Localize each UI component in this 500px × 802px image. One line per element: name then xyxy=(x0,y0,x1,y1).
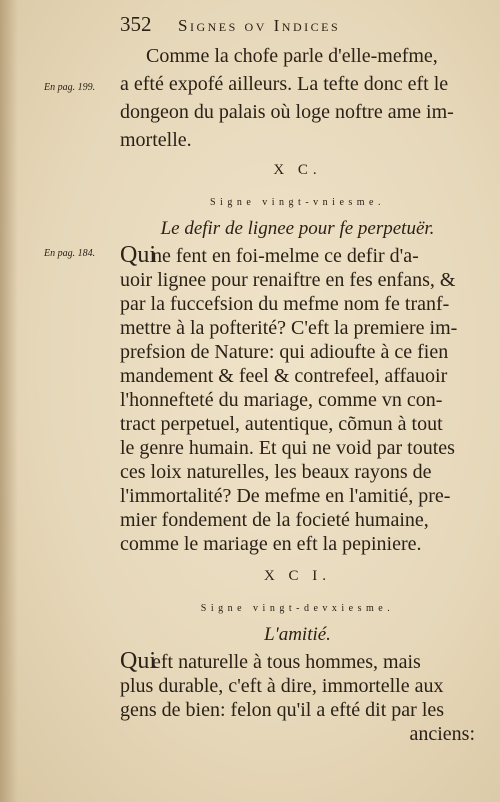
text-line: gens de bien: felon qu'il a efté dit par les xyxy=(120,699,445,721)
section-heading: Signe vingt-vniesme. xyxy=(210,197,385,208)
text-line: plus durable, c'eft à dire, immortelle aux xyxy=(120,675,444,697)
text-line: mandement & feel & contrefeel, affauoir xyxy=(120,365,448,387)
section-subtitle: L'amitié. xyxy=(264,624,331,645)
section-numeral: X C. xyxy=(273,162,322,178)
page-gutter-shadow xyxy=(0,0,18,802)
text-line: mortelle. xyxy=(120,129,192,151)
text-line: eft naturelle à tous hommes, mais xyxy=(152,651,421,673)
text-line: ces loix naturelles, les beaux rayons de xyxy=(120,461,432,483)
text-line: prefsion de Nature: qui adioufte à ce fien xyxy=(120,341,449,363)
running-head: Signes ov Indices xyxy=(178,16,341,35)
text-line: l'immortalité? De mefme en l'amitié, pre- xyxy=(120,485,451,507)
page-header xyxy=(120,12,480,36)
text-line: tract perpetuel, autentique, cõmun à tout xyxy=(120,413,443,435)
section-numeral: X C I. xyxy=(263,568,332,584)
text-line: ne fent en foi-melme ce defir d'a- xyxy=(152,245,419,267)
text-line: Comme la chofe parle d'elle-mefme, xyxy=(146,45,438,67)
text-line: mettre à la pofterité? C'eft la premiere im- xyxy=(120,317,458,339)
page-number: 352 xyxy=(120,12,152,36)
margin-note: En pag. 199. xyxy=(44,82,96,93)
section-heading: Signe vingt-devxiesme. xyxy=(200,603,395,614)
section-subtitle: Le defir de lignee pour fe perpetuër. xyxy=(160,218,435,239)
text-line: uoir lignee pour renaiftre en fes enfans, & xyxy=(120,269,456,291)
text-line: l'honnefteté du mariage, comme vn con- xyxy=(120,389,443,411)
initial-word: Qui xyxy=(120,242,156,268)
text-line: comme le mariage en eft la pepiniere. xyxy=(120,533,422,555)
text-line: dongeon du palais où loge noftre ame im- xyxy=(120,101,454,123)
margin-note: En pag. 184. xyxy=(44,248,96,259)
text-line: par la fuccefsion du mefme nom fe tranf- xyxy=(120,293,450,315)
text-line: le genre humain. Et qui ne void par toutes xyxy=(120,437,455,459)
initial-word: Qui xyxy=(120,648,156,674)
text-line: mier fondement de la focieté humaine, xyxy=(120,509,429,531)
text-line: anciens: xyxy=(409,723,475,745)
text-line: a efté expofé ailleurs. La tefte donc eft le xyxy=(120,73,449,95)
